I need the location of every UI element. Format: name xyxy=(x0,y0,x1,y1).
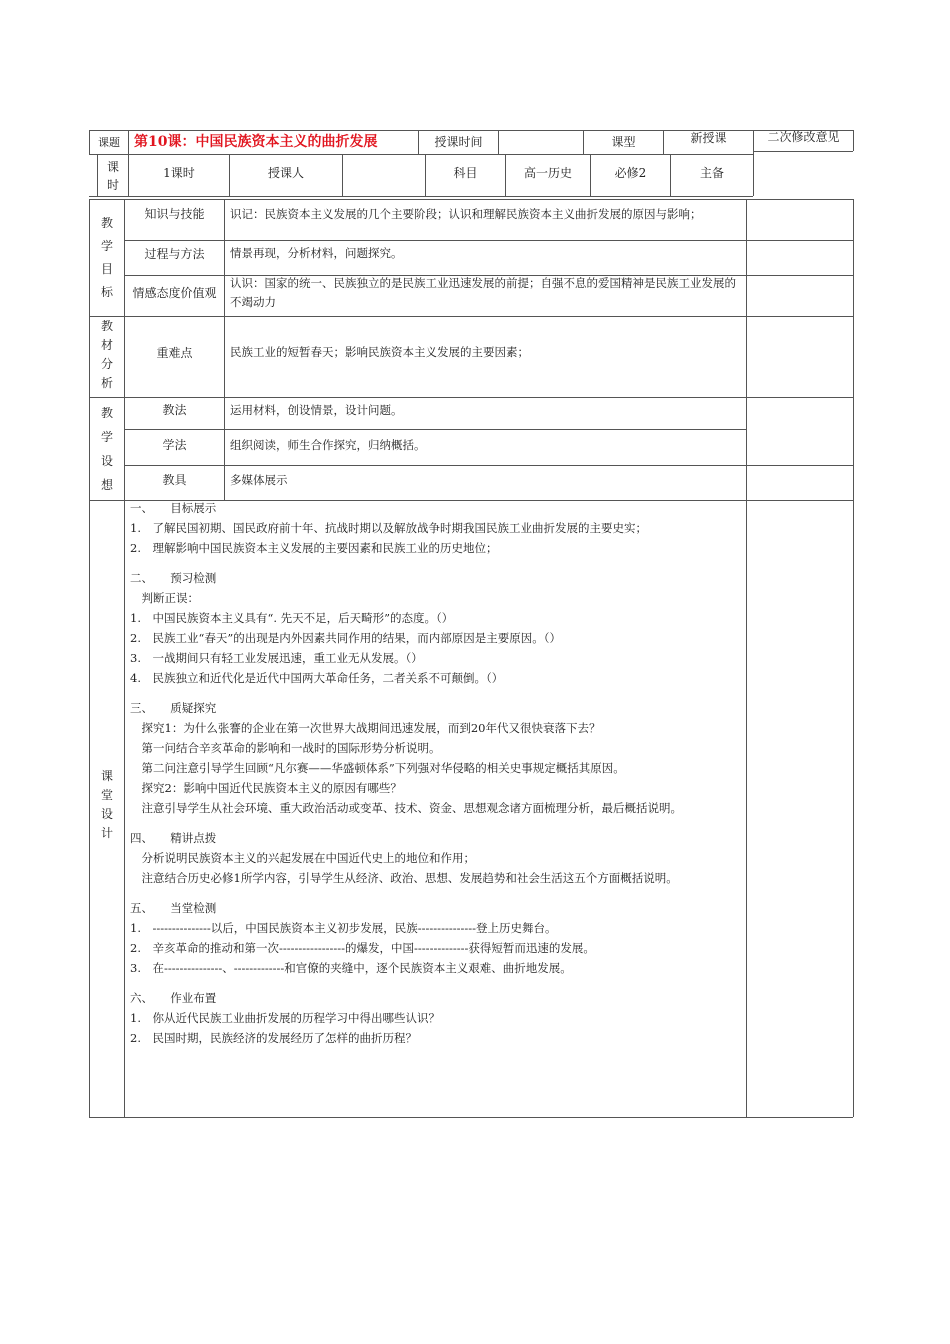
design-label-method: 教法 xyxy=(162,403,187,417)
list-item: 1. 中国民族资本主义具有“. 先天不足，后天畸形”的态度。（） xyxy=(130,611,454,625)
section-heading-goals: 一、 目标展示 xyxy=(130,501,217,515)
table-border xyxy=(128,130,129,154)
classroom-content xyxy=(130,498,740,1048)
lead-label: 主备 xyxy=(699,165,724,180)
hours-value: 1课时 xyxy=(163,165,195,180)
table-border xyxy=(89,196,753,197)
revision-label: 二次修改意见 xyxy=(767,129,840,144)
goal-content-attitude: 认识：国家的统一、民族独立的是民族工业迅速发展的前提；自强不息的爱国精神是民族工业发展的不竭动力 xyxy=(230,276,736,309)
section-heading-explain: 四、 精讲点拨 xyxy=(130,831,217,845)
list-item: 3. 一战期间只有轻工业发展迅速，重工业无从发展。（） xyxy=(130,651,423,665)
list-item: 2. 理解影响中国民族资本主义发展的主要因素和民族工业的历史地位； xyxy=(130,541,498,555)
table-border xyxy=(124,465,853,466)
table-border xyxy=(853,130,854,151)
type-label: 课型 xyxy=(611,135,636,149)
goal-content-knowledge: 识记：民族资本主义发展的几个主要阶段；认识和理解民族资本主义曲折发展的原因与影响； xyxy=(230,207,702,221)
design-section-label: 教 学 设 想 xyxy=(100,406,113,492)
goal-content-process: 情景再现，分析材料，问题探究。 xyxy=(230,246,403,260)
list-item: 2. 民族工业“春天”的出现是内外因素共同作用的结果，而内部原因是主要原因。（） xyxy=(130,631,561,645)
analysis-label: 重难点 xyxy=(156,345,193,360)
section-heading-inquiry: 三、 质疑探究 xyxy=(130,701,217,715)
section-heading-homework: 六、 作业布置 xyxy=(130,991,217,1005)
teacher-value xyxy=(343,155,425,191)
list-item: 探究1：为什么张謇的企业在第一次世界大战期间迅速发展，而到20年代又很快衰落下去？ xyxy=(130,721,601,735)
list-item: 2. 辛亥革命的推动和第一次-----------------的爆发，中国--------------获得短暂而迅速的发展。 xyxy=(130,941,595,955)
subject-label: 科目 xyxy=(453,165,478,180)
list-item: 第二问注意引导学生回顾“凡尔赛——华盛顿体系”下列强对华侵略的相关史事规定概括其原因。 xyxy=(130,761,625,775)
book-value: 必修2 xyxy=(614,165,647,180)
list-item: 2. 民国时期，民族经济的发展经历了怎样的曲折历程？ xyxy=(130,1031,417,1045)
design-content-method: 运用材料，创设情景，设计问题。 xyxy=(230,403,403,417)
goal-label-attitude: 情感态度价值观 xyxy=(132,285,217,300)
design-content-learning: 组织阅读，师生合作探究，归纳概括。 xyxy=(230,438,426,452)
design-label-tools: 教具 xyxy=(162,472,187,487)
goals-section-label: 教 学 目 标 xyxy=(100,216,113,299)
time-label: 授课时间 xyxy=(434,135,483,149)
list-item: 注意引导学生从社会环境、重大政治活动或变革、技术、资金、思想观念诸方面梳理分析，最后概括说明。 xyxy=(130,801,682,815)
design-label-learning: 学法 xyxy=(162,437,187,452)
table-border xyxy=(89,1117,853,1118)
list-item: 第一问结合辛亥革命的影响和一战时的国际形势分析说明。 xyxy=(130,741,441,755)
list-item: 探究2：影响中国近代民族资本主义的原因有哪些？ xyxy=(130,781,402,795)
lesson-title: 第10课：中国民族资本主义的曲折发展 xyxy=(134,134,378,150)
type-value: 新授课 xyxy=(690,131,727,145)
analysis-content: 民族工业的短暂春天；影响民族资本主义发展的主要因素； xyxy=(230,345,529,359)
list-item: 1. 你从近代民族工业曲折发展的历程学习中得出哪些认识？ xyxy=(130,1011,440,1025)
design-content-tools: 多媒体展示 xyxy=(230,473,288,487)
table-border xyxy=(853,199,854,1117)
subject-value: 高一历史 xyxy=(523,165,572,180)
list-item: 4. 民族独立和近代化是近代中国两大革命任务，二者关系不可颠倒。（） xyxy=(130,671,504,685)
table-border xyxy=(753,151,853,152)
table-border xyxy=(746,199,747,1117)
section-heading-preview: 二、 预习检测 xyxy=(130,571,217,585)
hours-label: 课时 xyxy=(106,159,119,192)
goal-label-knowledge: 知识与技能 xyxy=(144,206,205,221)
table-border xyxy=(224,199,225,500)
list-item: 判断正误： xyxy=(130,591,199,605)
analysis-section-label: 教 材 分 析 xyxy=(100,319,113,390)
table-border xyxy=(124,240,853,241)
teacher-label: 授课人 xyxy=(267,165,304,180)
topic-label: 课题 xyxy=(98,135,120,149)
goal-label-process: 过程与方法 xyxy=(144,246,205,261)
list-item: 分析说明民族资本主义的兴起发展在中国近代史上的地位和作用； xyxy=(130,851,475,865)
time-value xyxy=(499,131,583,154)
list-item: 注意结合历史必修1所学内容，引导学生从经济、政治、思想、发展趋势和社会生活这五个方面概括说明。 xyxy=(130,871,678,885)
section-heading-test: 五、 当堂检测 xyxy=(130,901,217,915)
list-item: 1. ---------------以后，中国民族资本主义初步发展，民族---------------登上历史舞台。 xyxy=(130,921,557,935)
list-item: 3. 在---------------、-------------和官僚的夹缝中，逐个民族资本主义艰难、曲折地发展。 xyxy=(130,961,572,975)
list-item: 1. 了解民国初期、国民政府前十年、抗战时期以及解放战争时期我国民族工业曲折发展的主要史实； xyxy=(130,521,647,535)
classroom-section-label: 课 堂 设 计 xyxy=(100,769,113,840)
